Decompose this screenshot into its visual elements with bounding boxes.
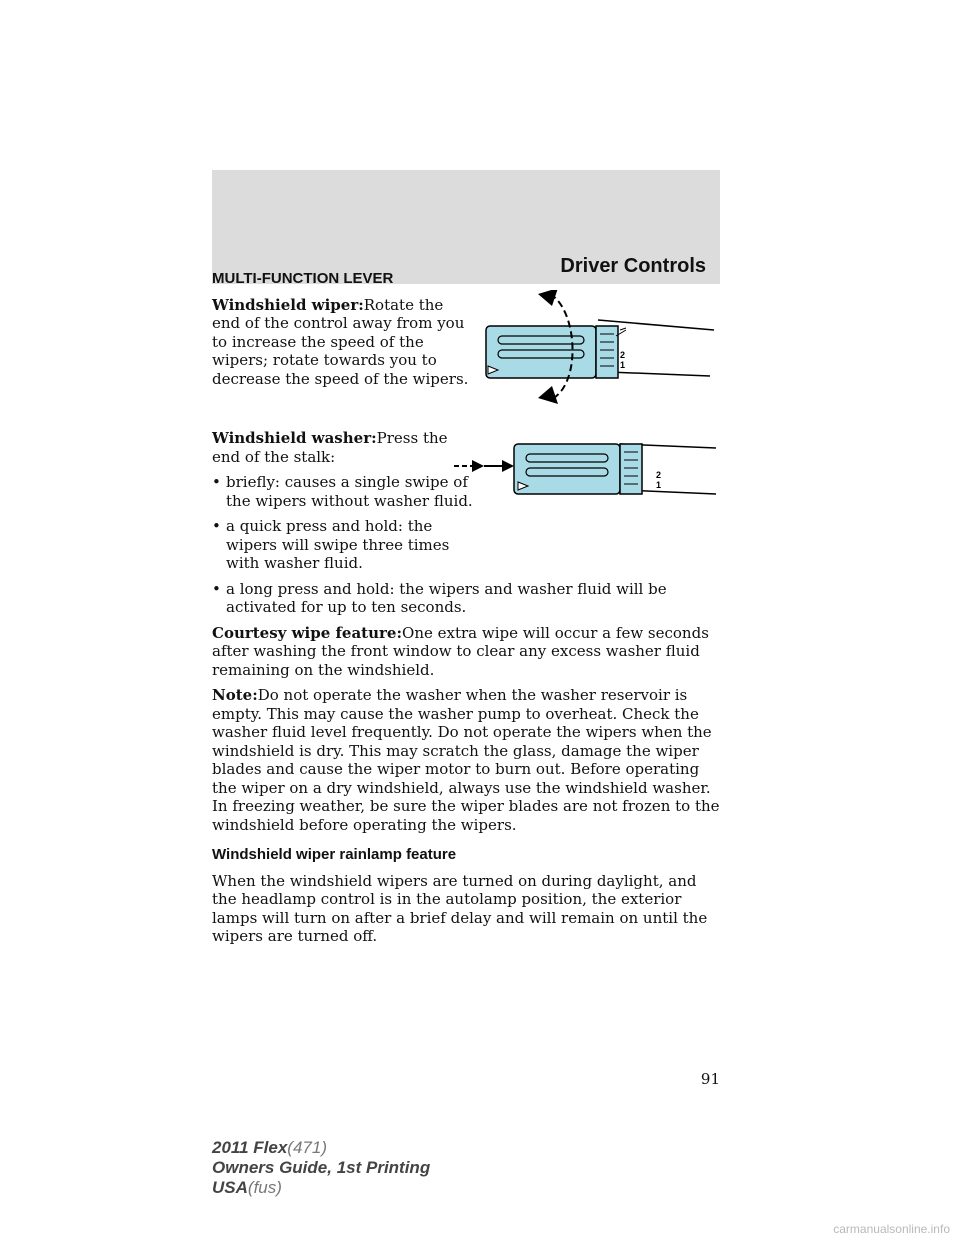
wiper-label: Windshield wiper: xyxy=(212,295,364,314)
lever-body-shape xyxy=(514,444,620,494)
page-number: 91 xyxy=(700,1070,720,1088)
note-text: Do not operate the washer when the washer reservoir is empty. This may cause the washer pump to overheat. Check the washer fluid level frequently. Do not operate the wipers when the windshield is dry. This may scratch the glass, damage the wiper blades and cause the wiper motor to burn out. Before operating the wiper on a dry windshield, always use the windshield washer. In freezing weather, be sure the wiper blades are not frozen to the windshield before operating the wipers. xyxy=(212,686,720,834)
note-paragraph xyxy=(212,686,724,834)
courtesy-text: One extra wipe will occur a few seconds after washing the front window to clear any excess washer fluid remaining on the windshield. xyxy=(212,623,709,679)
washer-bullet-1: • briefly: causes a single swipe of the wipers without washer fluid. xyxy=(212,473,473,510)
courtesy-label: Courtesy wipe feature: xyxy=(212,623,403,642)
watermark: carmanualsonline.info xyxy=(833,1222,950,1236)
wiper-paragraph xyxy=(212,296,474,389)
wiper-push-figure xyxy=(450,434,720,504)
rotate-down-arrow-icon xyxy=(538,386,558,404)
wiper-text: Rotate the end of the control away from you to increase the speed of the wipers; rotate towards you to decrease the speed of the wipers. xyxy=(212,295,469,388)
wiper-rotate-figure xyxy=(478,290,718,406)
section-title: MULTI-FUNCTION LEVER xyxy=(212,270,394,287)
washer-label: Windshield washer: xyxy=(212,429,377,447)
page-header-bar xyxy=(212,170,720,284)
note-label: Note: xyxy=(212,686,258,704)
push-arrow-icon xyxy=(472,460,484,472)
washer-bullet-2: • a quick press and hold: the wipers will swipe three times with washer fluid. xyxy=(212,517,450,572)
speed-label-2: 2 xyxy=(620,350,626,360)
speed-label-1: 1 xyxy=(620,360,626,370)
speed-label-1: 1 xyxy=(656,480,662,490)
washer-bullet-3: • a long press and hold: the wipers and washer fluid will be activated for up to ten seconds. xyxy=(212,579,667,616)
rainlamp-heading: Windshield wiper rainlamp feature xyxy=(212,846,457,863)
speed-label-2: 2 xyxy=(656,470,662,480)
print-footer: 2011 Flex(471) Owners Guide, 1st Printing USA(fus) xyxy=(212,1138,431,1197)
washer-text: Press the end of the stalk: xyxy=(212,429,448,466)
courtesy-paragraph xyxy=(212,624,724,680)
page-header-title: Driver Controls xyxy=(560,255,706,277)
washer-paragraph xyxy=(212,429,474,466)
rainlamp-paragraph: When the windshield wipers are turned on during daylight, and the headlamp control is in the autolamp position, the exterior lamps will turn on after a brief delay and will remain on until the wipers are turned off. xyxy=(212,871,708,945)
lever-body-shape xyxy=(486,326,596,378)
